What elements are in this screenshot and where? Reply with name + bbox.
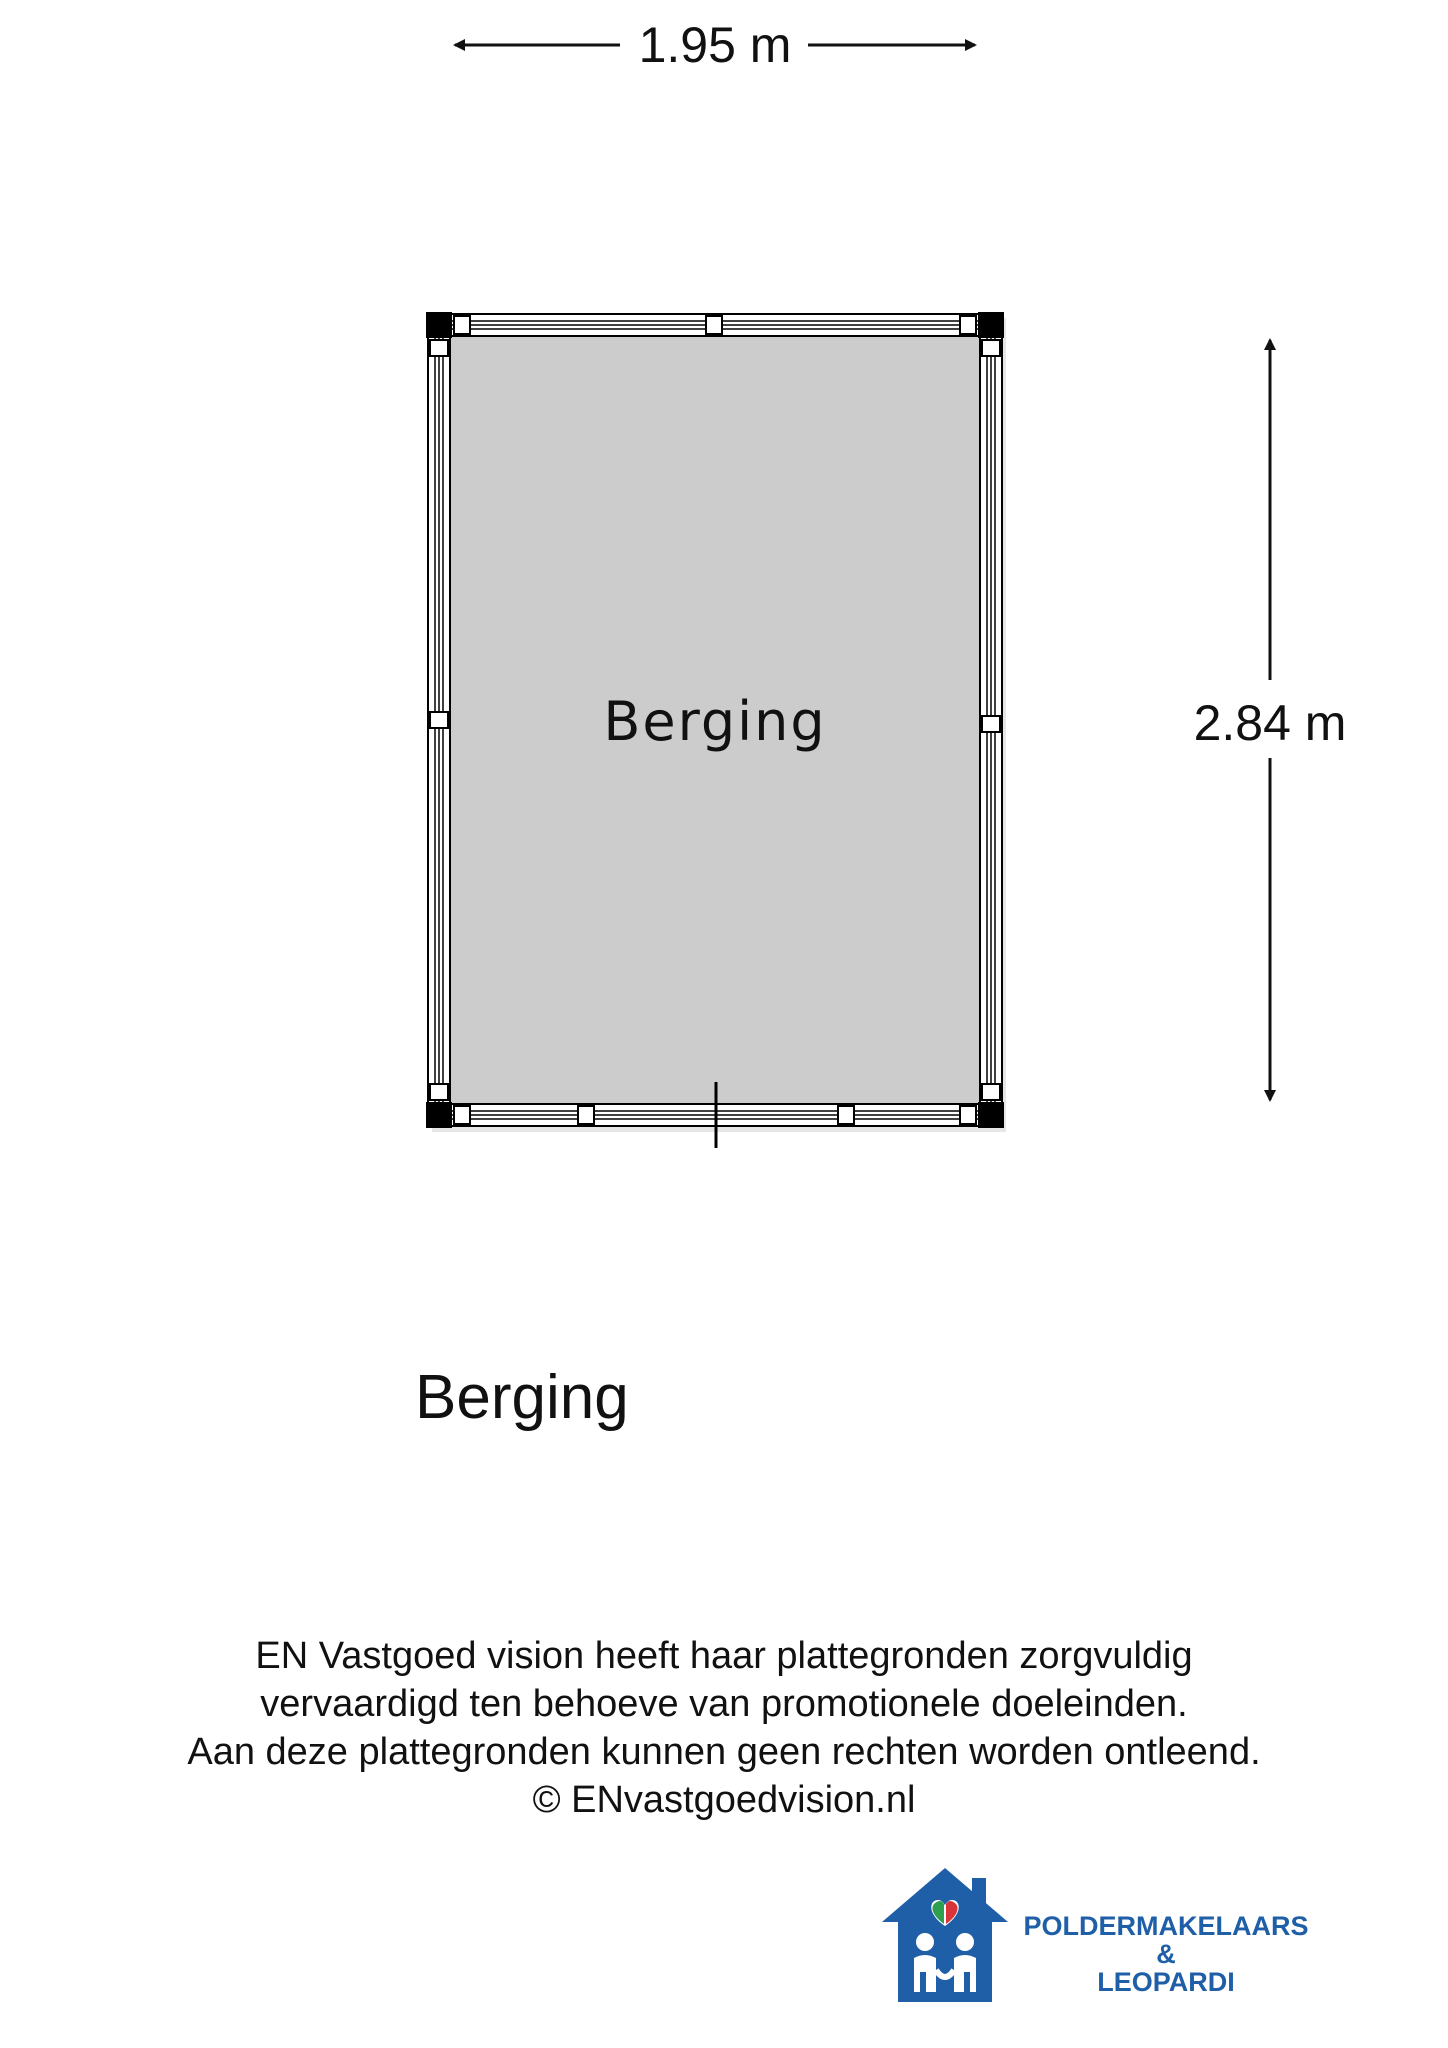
logo-line-1: POLDERMAKELAARS [1023, 1911, 1309, 1941]
room-label: Berging [603, 690, 827, 753]
disclaimer-line-4: © ENvastgoedvision.nl [532, 1779, 916, 1821]
height-label: 2.84 m [1193, 695, 1347, 751]
logo-line-3: LEOPARDI [1097, 1967, 1235, 1997]
floor-title: Berging [415, 1363, 629, 1432]
wall-right [980, 314, 1002, 1126]
disclaimer-line-3: Aan deze plattegronden kunnen geen rechten worden ontleend. [187, 1731, 1261, 1773]
wall-top [428, 314, 1002, 336]
company-logo [880, 1860, 1340, 2010]
house-heart-icon [880, 1860, 1010, 2010]
disclaimer-line-2: vervaardigd ten behoeve van promotionele doeleinden. [260, 1683, 1188, 1725]
logo-text [1002, 1912, 1330, 1996]
width-dimension [455, 17, 975, 73]
disclaimer [0, 1632, 1448, 1824]
height-dimension [1194, 340, 1347, 1100]
wall-left [428, 314, 450, 1126]
disclaimer-line-1: EN Vastgoed vision heeft haar plattegronden zorgvuldig [255, 1635, 1193, 1677]
width-label: 1.95 m [638, 17, 792, 73]
logo-line-2: & [1156, 1939, 1176, 1969]
